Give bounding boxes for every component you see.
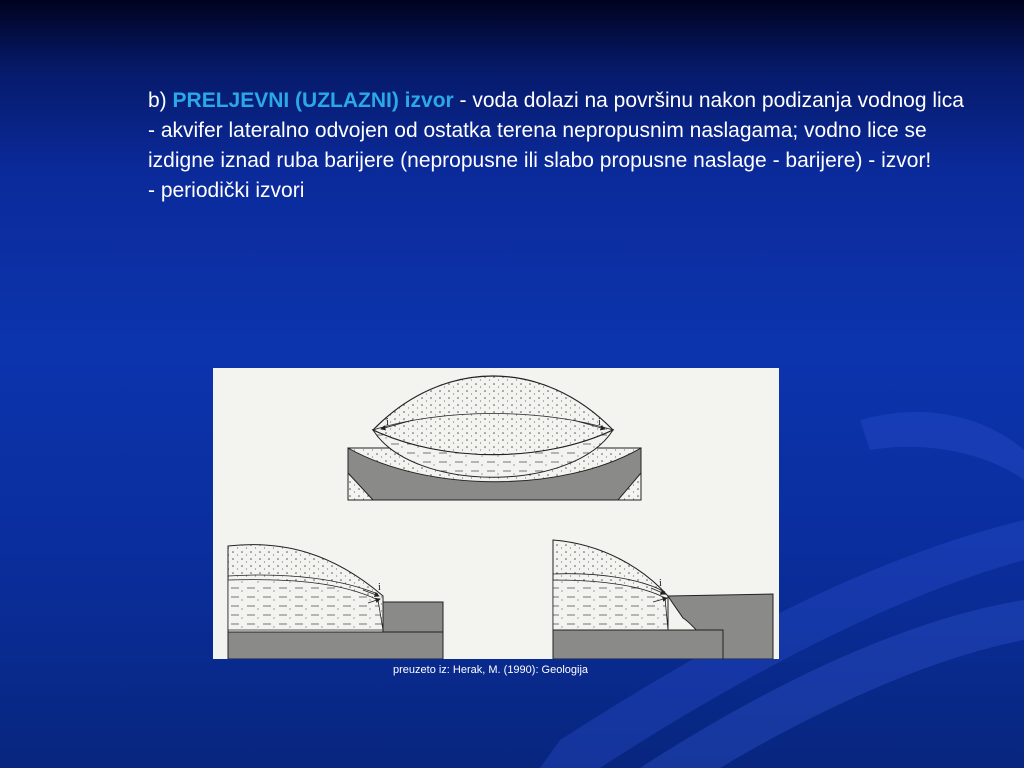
diagram-top — [348, 376, 641, 500]
paragraph-2: - akvifer lateralno odvojen od ostatka terena nepropusnim naslagama; vodno lice se izdigne iznad ruba barijere (nepropusne ili slabo propusne naslage - barijere) - izvor! — [148, 119, 932, 172]
prefix-b: b) — [148, 89, 173, 112]
diagram-bottom-left — [228, 545, 443, 659]
spring-diagram — [213, 368, 779, 659]
term-highlight: PRELJEVNI (UZLAZNI) izvor — [172, 89, 454, 112]
spring-label-bottom-left: i — [378, 582, 381, 593]
paragraph-1 — [148, 86, 978, 116]
source-caption: preuzeto iz: Herak, M. (1990): Geologija — [393, 664, 589, 676]
spring-label-bottom-right: i — [659, 578, 662, 589]
line1-rest: - voda dolazi na površinu nakon podizanja vodnog lica — [453, 89, 964, 112]
spring-label-top-right: i — [598, 417, 601, 428]
spring-label-top-left: i — [386, 417, 389, 428]
paragraph-3: - periodički izvori — [148, 179, 305, 202]
spring-diagram-figure — [213, 368, 779, 659]
diagram-bottom-right — [553, 540, 773, 659]
slide-text — [148, 86, 978, 206]
